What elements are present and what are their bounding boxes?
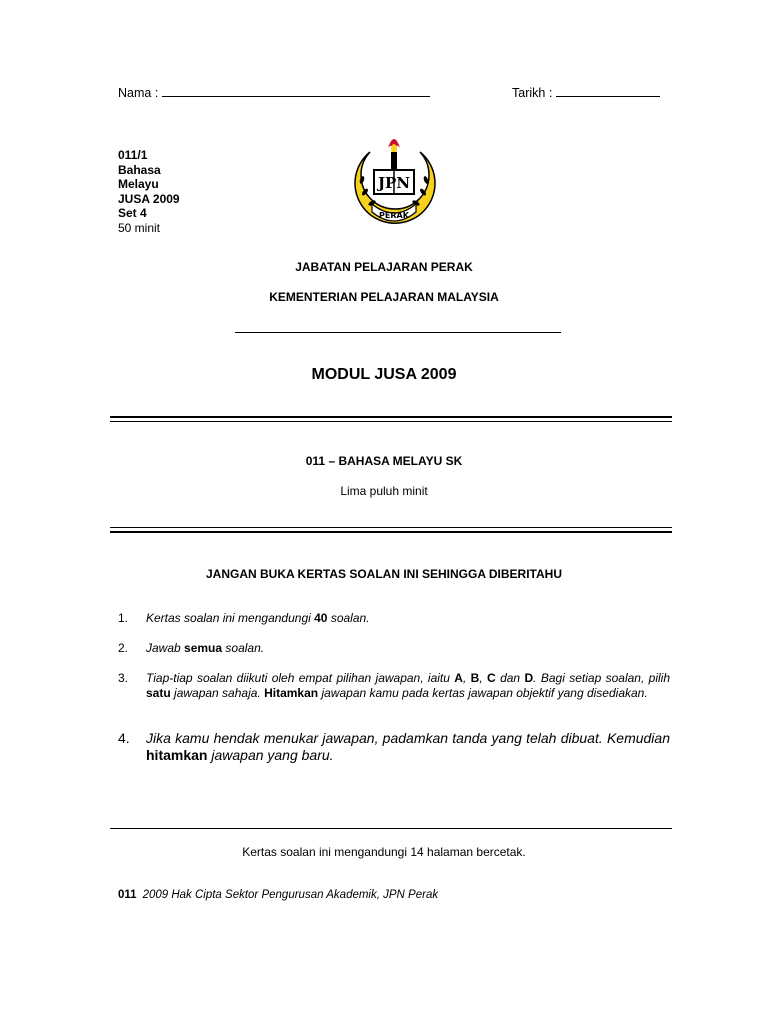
- tarikh-field[interactable]: [512, 86, 660, 100]
- instruction-text: [146, 611, 670, 626]
- emphasis: A: [454, 671, 463, 685]
- instruction-number: 4.: [118, 730, 130, 746]
- text-run: Tiap-tiap soalan diikuti oleh empat pilihan jawapan, iaitu: [146, 671, 455, 685]
- warning-heading: JANGAN BUKA KERTAS SOALAN INI SEHINGGA DIBERITAHU: [205, 567, 562, 581]
- double-rule-bottom-2: [110, 531, 672, 533]
- paper-subject-line2: Melayu: [118, 177, 159, 192]
- text-run: . Bagi setiap soalan, pilih: [533, 671, 670, 685]
- jpn-perak-crest-icon: [348, 130, 440, 230]
- text-run: soalan.: [327, 611, 370, 625]
- emphasis: B: [470, 671, 480, 685]
- text-run: jawapan sahaja.: [170, 685, 265, 700]
- tarikh-label: Tarikh :: [512, 86, 553, 100]
- instruction-number: 2.: [118, 641, 129, 655]
- paper-time: 50 minit: [118, 220, 161, 235]
- text-run: Jawab: [146, 641, 185, 655]
- paper-series: JUSA 2009: [118, 191, 180, 206]
- emphasis: D: [524, 671, 534, 685]
- subject-title: 011 – BAHASA MELAYU SK: [305, 454, 463, 468]
- divider: [235, 332, 561, 333]
- paper-code-block: [118, 148, 180, 236]
- copyright-line: [118, 889, 438, 901]
- paper-set: Set 4: [118, 206, 147, 221]
- page-count-note: Kertas soalan ini mengandungi 14 halaman bercetak.: [242, 845, 526, 859]
- emphasis: Hitamkan: [264, 685, 319, 700]
- nama-blank-line[interactable]: [162, 96, 430, 97]
- text-run: dan: [495, 671, 525, 685]
- emphasis: hitamkan: [146, 747, 208, 763]
- instruction-item: [118, 730, 670, 764]
- instruction-item: [118, 671, 670, 700]
- paper-code: 011/1: [118, 148, 148, 162]
- nama-field[interactable]: [118, 86, 430, 100]
- subject-duration: Lima puluh minit: [340, 484, 428, 498]
- org-line2: KEMENTERIAN PELAJARAN MALAYSIA: [269, 290, 499, 304]
- text-run: soalan.: [222, 641, 265, 655]
- org-line1: JABATAN PELAJARAN PERAK: [295, 260, 473, 274]
- text-run: Kertas soalan ini mengandungi: [146, 611, 315, 625]
- text-run: Jika kamu hendak menukar jawapan, padamkan tanda yang telah dibuat. Kemudian: [146, 730, 670, 746]
- paper-subject-line1: Bahasa: [118, 162, 161, 177]
- footer-rule: [110, 828, 672, 829]
- page-title: MODUL JUSA 2009: [311, 366, 457, 383]
- emphasis: satu: [146, 685, 171, 700]
- double-rule-top: [110, 416, 672, 418]
- text-run: ,: [479, 671, 488, 685]
- text-run: ,: [462, 671, 471, 685]
- emphasis: 40: [314, 611, 328, 625]
- footer-code: 011: [118, 889, 137, 901]
- text-run: jawapan kamu pada kertas jawapan objektif yang disediakan.: [318, 685, 648, 700]
- crest-initials: JPN: [377, 174, 411, 192]
- instruction-item: [118, 611, 670, 626]
- instruction-text: [146, 641, 670, 656]
- instruction-item: [118, 641, 670, 656]
- copyright-text: 2009 Hak Cipta Sektor Pengurusan Akademik, JPN Perak: [142, 889, 439, 901]
- double-rule-bottom: [110, 527, 672, 528]
- text-run: jawapan yang baru.: [207, 747, 334, 763]
- instruction-text: [146, 730, 670, 764]
- emphasis: C: [487, 671, 496, 685]
- instruction-number: 1.: [118, 611, 129, 625]
- instruction-text: [146, 671, 670, 700]
- nama-label: Nama :: [118, 86, 159, 100]
- crest-state: PERAK: [379, 211, 409, 220]
- double-rule-top-2: [110, 421, 672, 422]
- instruction-number: 3.: [118, 671, 129, 685]
- emphasis: semua: [184, 641, 223, 655]
- tarikh-blank-line[interactable]: [556, 96, 660, 97]
